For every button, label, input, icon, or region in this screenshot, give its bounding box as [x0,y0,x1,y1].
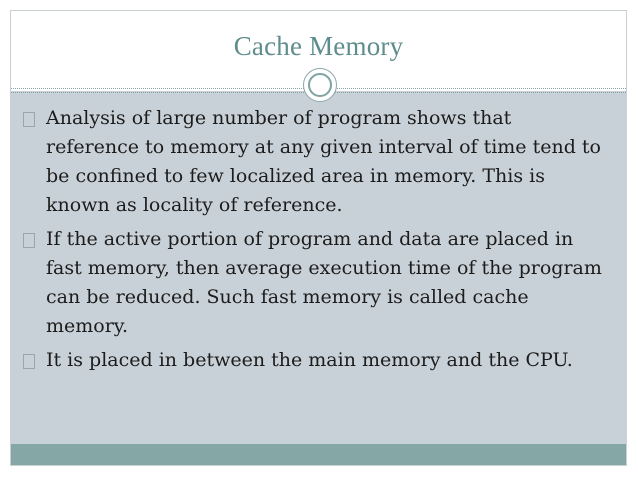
slide-title: Cache Memory [233,31,404,61]
bullet-item-locality [19,104,609,220]
ornament-ring [308,73,332,97]
square-bullet-icon [23,354,35,369]
circle-ornament-icon [303,68,337,102]
bullet-list [19,104,609,380]
square-bullet-icon [23,112,35,127]
bullet-text: It is placed in between the main memory and the CPU. [46,349,573,371]
bullet-item-placement [19,346,609,375]
bullet-item-fast-memory [19,225,609,341]
footer-band [11,444,626,465]
bullet-text: Analysis of large number of program shows that reference to memory at any given interval of time tend to be confined to few localized area in memory. This is known as locality of reference. [46,107,601,216]
square-bullet-icon [23,233,35,248]
bullet-text: If the active portion of program and data are placed in fast memory, then average execution time of the program can be reduced. Such fast memory is called cache memory. [46,228,602,337]
